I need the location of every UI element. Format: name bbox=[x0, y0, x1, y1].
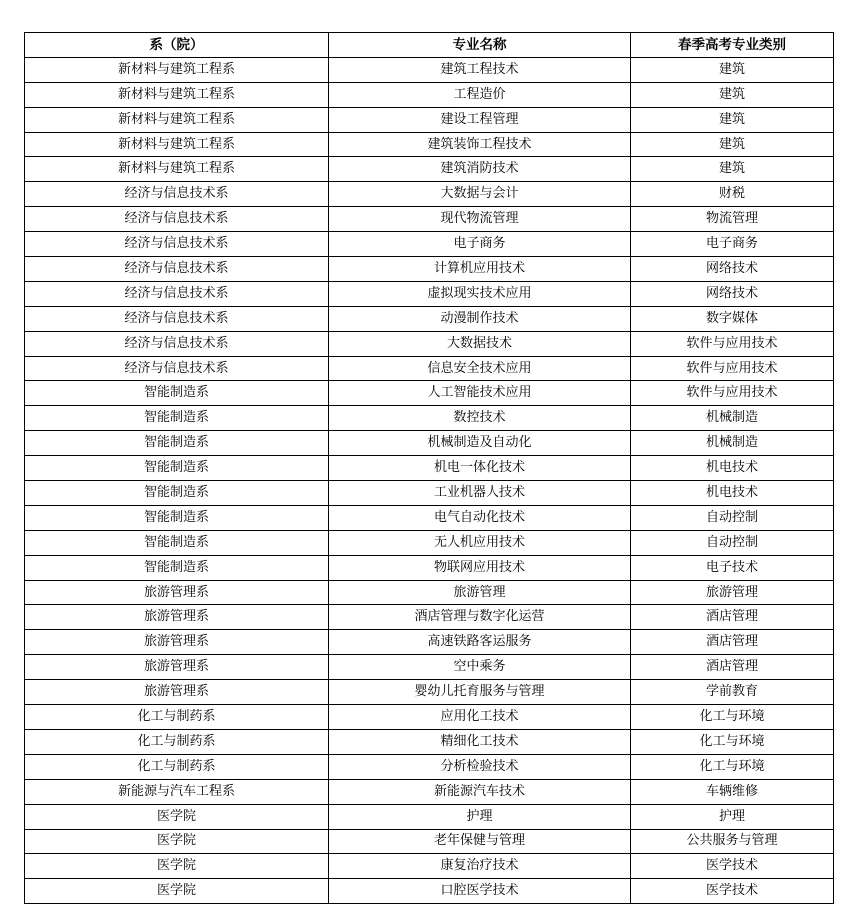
cell-exam-category: 网络技术 bbox=[631, 281, 834, 306]
table-row bbox=[25, 630, 834, 655]
cell-major-name: 高速铁路客运服务 bbox=[329, 630, 631, 655]
table-row bbox=[25, 57, 834, 82]
cell-department: 智能制造系 bbox=[25, 505, 329, 530]
header-exam-category: 春季高考专业类别 bbox=[631, 33, 834, 58]
cell-department: 经济与信息技术系 bbox=[25, 207, 329, 232]
cell-department: 医学院 bbox=[25, 879, 329, 904]
cell-major-name: 大数据与会计 bbox=[329, 182, 631, 207]
table-header bbox=[25, 33, 834, 58]
cell-major-name: 机械制造及自动化 bbox=[329, 431, 631, 456]
table-row bbox=[25, 281, 834, 306]
table-row bbox=[25, 530, 834, 555]
cell-exam-category: 建筑 bbox=[631, 57, 834, 82]
cell-department: 经济与信息技术系 bbox=[25, 281, 329, 306]
cell-major-name: 电气自动化技术 bbox=[329, 505, 631, 530]
cell-exam-category: 酒店管理 bbox=[631, 655, 834, 680]
table-row bbox=[25, 754, 834, 779]
table-row bbox=[25, 456, 834, 481]
cell-exam-category: 车辆维修 bbox=[631, 779, 834, 804]
cell-department: 经济与信息技术系 bbox=[25, 257, 329, 282]
cell-major-name: 工业机器人技术 bbox=[329, 481, 631, 506]
cell-exam-category: 物流管理 bbox=[631, 207, 834, 232]
table-row bbox=[25, 605, 834, 630]
cell-major-name: 旅游管理 bbox=[329, 580, 631, 605]
cell-exam-category: 机电技术 bbox=[631, 456, 834, 481]
cell-exam-category: 机电技术 bbox=[631, 481, 834, 506]
table-row bbox=[25, 804, 834, 829]
cell-major-name: 护理 bbox=[329, 804, 631, 829]
table-row bbox=[25, 257, 834, 282]
cell-exam-category: 化工与环境 bbox=[631, 729, 834, 754]
table-row bbox=[25, 207, 834, 232]
cell-exam-category: 网络技术 bbox=[631, 257, 834, 282]
cell-major-name: 建筑工程技术 bbox=[329, 57, 631, 82]
cell-major-name: 虚拟现实技术应用 bbox=[329, 281, 631, 306]
cell-department: 智能制造系 bbox=[25, 456, 329, 481]
table-row bbox=[25, 431, 834, 456]
cell-department: 化工与制药系 bbox=[25, 754, 329, 779]
cell-major-name: 工程造价 bbox=[329, 82, 631, 107]
cell-major-name: 人工智能技术应用 bbox=[329, 381, 631, 406]
table-row bbox=[25, 505, 834, 530]
header-row bbox=[25, 33, 834, 58]
cell-exam-category: 医学技术 bbox=[631, 854, 834, 879]
cell-exam-category: 化工与环境 bbox=[631, 705, 834, 730]
cell-major-name: 机电一体化技术 bbox=[329, 456, 631, 481]
table-row bbox=[25, 406, 834, 431]
cell-department: 化工与制药系 bbox=[25, 705, 329, 730]
table-row bbox=[25, 331, 834, 356]
cell-exam-category: 建筑 bbox=[631, 82, 834, 107]
table-row bbox=[25, 356, 834, 381]
table-row bbox=[25, 705, 834, 730]
cell-department: 经济与信息技术系 bbox=[25, 356, 329, 381]
cell-major-name: 婴幼儿托育服务与管理 bbox=[329, 680, 631, 705]
table-row bbox=[25, 779, 834, 804]
cell-exam-category: 自动控制 bbox=[631, 505, 834, 530]
table-row bbox=[25, 729, 834, 754]
table-row bbox=[25, 481, 834, 506]
cell-exam-category: 机械制造 bbox=[631, 406, 834, 431]
cell-exam-category: 软件与应用技术 bbox=[631, 381, 834, 406]
cell-department: 智能制造系 bbox=[25, 381, 329, 406]
cell-department: 新材料与建筑工程系 bbox=[25, 57, 329, 82]
cell-exam-category: 酒店管理 bbox=[631, 630, 834, 655]
cell-major-name: 信息安全技术应用 bbox=[329, 356, 631, 381]
table-row bbox=[25, 854, 834, 879]
cell-department: 智能制造系 bbox=[25, 530, 329, 555]
cell-exam-category: 机械制造 bbox=[631, 431, 834, 456]
cell-major-name: 计算机应用技术 bbox=[329, 257, 631, 282]
table-row bbox=[25, 157, 834, 182]
table-row bbox=[25, 306, 834, 331]
cell-major-name: 应用化工技术 bbox=[329, 705, 631, 730]
cell-department: 智能制造系 bbox=[25, 406, 329, 431]
cell-department: 旅游管理系 bbox=[25, 580, 329, 605]
cell-department: 智能制造系 bbox=[25, 555, 329, 580]
table-row bbox=[25, 555, 834, 580]
table-body bbox=[25, 57, 834, 903]
cell-exam-category: 建筑 bbox=[631, 107, 834, 132]
cell-major-name: 数控技术 bbox=[329, 406, 631, 431]
cell-department: 医学院 bbox=[25, 829, 329, 854]
cell-major-name: 无人机应用技术 bbox=[329, 530, 631, 555]
cell-department: 旅游管理系 bbox=[25, 630, 329, 655]
table-row bbox=[25, 680, 834, 705]
table-row bbox=[25, 879, 834, 904]
cell-major-name: 酒店管理与数字化运营 bbox=[329, 605, 631, 630]
cell-department: 智能制造系 bbox=[25, 431, 329, 456]
cell-exam-category: 旅游管理 bbox=[631, 580, 834, 605]
cell-major-name: 老年保健与管理 bbox=[329, 829, 631, 854]
cell-major-name: 新能源汽车技术 bbox=[329, 779, 631, 804]
cell-exam-category: 公共服务与管理 bbox=[631, 829, 834, 854]
cell-major-name: 精细化工技术 bbox=[329, 729, 631, 754]
cell-major-name: 分析检验技术 bbox=[329, 754, 631, 779]
cell-department: 旅游管理系 bbox=[25, 605, 329, 630]
cell-major-name: 康复治疗技术 bbox=[329, 854, 631, 879]
cell-major-name: 动漫制作技术 bbox=[329, 306, 631, 331]
table-row bbox=[25, 107, 834, 132]
cell-exam-category: 自动控制 bbox=[631, 530, 834, 555]
cell-exam-category: 建筑 bbox=[631, 157, 834, 182]
cell-department: 医学院 bbox=[25, 804, 329, 829]
cell-exam-category: 电子技术 bbox=[631, 555, 834, 580]
table-row bbox=[25, 580, 834, 605]
cell-exam-category: 医学技术 bbox=[631, 879, 834, 904]
cell-major-name: 大数据技术 bbox=[329, 331, 631, 356]
cell-department: 旅游管理系 bbox=[25, 655, 329, 680]
cell-department: 智能制造系 bbox=[25, 481, 329, 506]
cell-exam-category: 护理 bbox=[631, 804, 834, 829]
cell-department: 新材料与建筑工程系 bbox=[25, 157, 329, 182]
cell-major-name: 口腔医学技术 bbox=[329, 879, 631, 904]
cell-department: 新材料与建筑工程系 bbox=[25, 107, 329, 132]
table-row bbox=[25, 132, 834, 157]
table-row bbox=[25, 381, 834, 406]
cell-exam-category: 数字媒体 bbox=[631, 306, 834, 331]
cell-department: 新材料与建筑工程系 bbox=[25, 132, 329, 157]
cell-department: 化工与制药系 bbox=[25, 729, 329, 754]
cell-exam-category: 化工与环境 bbox=[631, 754, 834, 779]
header-major-name: 专业名称 bbox=[329, 33, 631, 58]
cell-department: 经济与信息技术系 bbox=[25, 182, 329, 207]
cell-major-name: 现代物流管理 bbox=[329, 207, 631, 232]
majors-table bbox=[24, 32, 834, 904]
table-row bbox=[25, 655, 834, 680]
cell-department: 医学院 bbox=[25, 854, 329, 879]
cell-department: 经济与信息技术系 bbox=[25, 232, 329, 257]
cell-exam-category: 酒店管理 bbox=[631, 605, 834, 630]
cell-department: 新能源与汽车工程系 bbox=[25, 779, 329, 804]
cell-exam-category: 财税 bbox=[631, 182, 834, 207]
header-department: 系（院） bbox=[25, 33, 329, 58]
cell-major-name: 电子商务 bbox=[329, 232, 631, 257]
table-row bbox=[25, 232, 834, 257]
cell-exam-category: 建筑 bbox=[631, 132, 834, 157]
cell-major-name: 建筑装饰工程技术 bbox=[329, 132, 631, 157]
cell-exam-category: 学前教育 bbox=[631, 680, 834, 705]
cell-exam-category: 电子商务 bbox=[631, 232, 834, 257]
cell-exam-category: 软件与应用技术 bbox=[631, 331, 834, 356]
cell-department: 新材料与建筑工程系 bbox=[25, 82, 329, 107]
table-row bbox=[25, 82, 834, 107]
cell-exam-category: 软件与应用技术 bbox=[631, 356, 834, 381]
cell-major-name: 建设工程管理 bbox=[329, 107, 631, 132]
cell-department: 经济与信息技术系 bbox=[25, 306, 329, 331]
cell-department: 经济与信息技术系 bbox=[25, 331, 329, 356]
cell-major-name: 建筑消防技术 bbox=[329, 157, 631, 182]
cell-department: 旅游管理系 bbox=[25, 680, 329, 705]
cell-major-name: 空中乘务 bbox=[329, 655, 631, 680]
cell-major-name: 物联网应用技术 bbox=[329, 555, 631, 580]
table-row bbox=[25, 182, 834, 207]
table-row bbox=[25, 829, 834, 854]
